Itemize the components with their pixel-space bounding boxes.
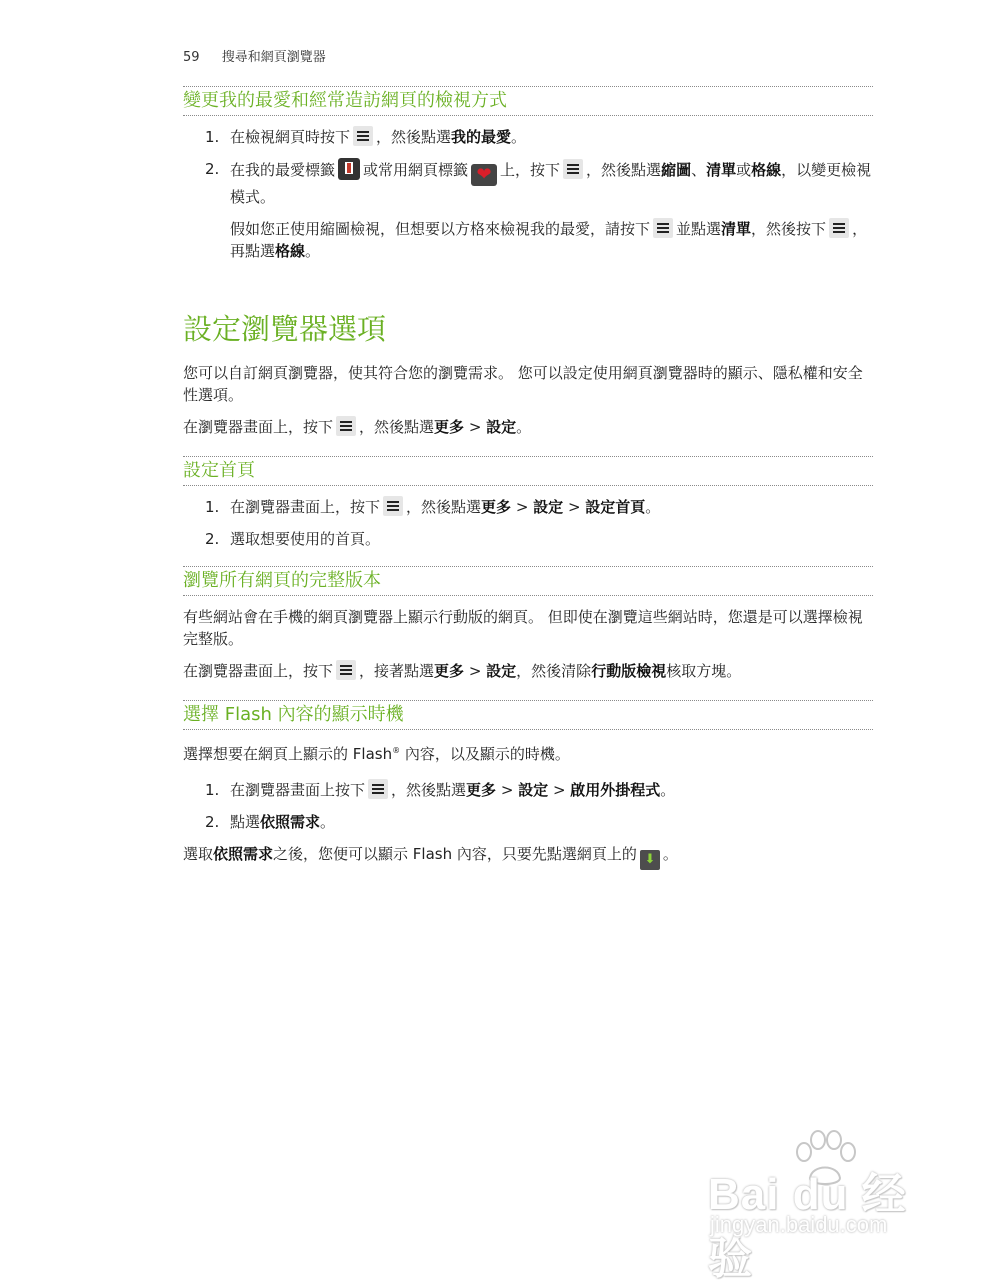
note-paragraph	[183, 218, 873, 262]
step-keyword: 清單	[706, 161, 737, 179]
step-text: 。	[660, 781, 676, 799]
note-keyword: 格線	[275, 242, 306, 260]
page-number: 59	[183, 50, 200, 65]
steps-home	[183, 496, 873, 550]
step-item	[183, 811, 873, 833]
section-heading-view: 變更我的最愛和經常造訪網頁的檢視方式	[183, 86, 873, 116]
steps-flash	[183, 779, 873, 833]
registered-mark: ®	[392, 746, 401, 755]
page-header	[183, 46, 326, 65]
step-text: ，然後點選	[391, 781, 467, 799]
step-text: >	[496, 781, 519, 799]
step-text: >	[548, 781, 571, 799]
instruction-keyword: 行動版檢視	[591, 662, 667, 680]
menu-icon	[653, 218, 673, 238]
step-text: ，然後點選	[406, 498, 482, 516]
note-text: 假如您正使用縮圖檢視，但想要以方格來檢視我的最愛，請按下	[230, 220, 651, 238]
note-text: 並點選	[676, 220, 722, 238]
step-text: >	[563, 498, 586, 516]
step-keyword: 設定	[533, 498, 564, 516]
outro-paragraph	[183, 843, 873, 870]
instruction-keyword: 設定	[486, 662, 517, 680]
bookmark-icon	[338, 158, 360, 180]
menu-icon	[353, 126, 373, 146]
instruction-text: 核取方塊。	[666, 662, 742, 680]
instruction-text: 在瀏覽器畫面上，按下	[183, 418, 334, 436]
flash-download-icon: ⬇	[640, 850, 660, 870]
instruction-keyword: 更多	[434, 418, 465, 436]
step-number: 2.	[205, 160, 220, 178]
instruction-text: ，然後點選	[359, 418, 435, 436]
step-keyword: 更多	[481, 498, 512, 516]
instruction-paragraph	[183, 660, 873, 682]
step-text: 點選	[230, 813, 261, 831]
step-keyword: 啟用外掛程式	[570, 781, 661, 799]
note-text: 。	[305, 242, 321, 260]
step-keyword: 更多	[466, 781, 497, 799]
step-item	[183, 779, 873, 801]
step-number: 1.	[205, 128, 220, 146]
instruction-text: 。	[516, 418, 532, 436]
instruction-text: 在瀏覽器畫面上，按下	[183, 662, 334, 680]
note-text: ，再點選	[230, 220, 868, 260]
intro-text: 選擇想要在網頁上顯示的 Flash	[183, 745, 393, 763]
step-text: 選取想要使用的首頁。	[230, 530, 381, 548]
step-keyword: 格線	[751, 161, 782, 179]
menu-icon	[336, 416, 356, 436]
step-keyword: 我的最愛	[451, 128, 512, 146]
instruction-text: ，然後清除	[516, 662, 592, 680]
section-heading-home: 設定首頁	[183, 456, 873, 486]
outro-text: 選取	[183, 845, 214, 863]
instruction-text: >	[464, 662, 487, 680]
step-text: 在瀏覽器畫面上按下	[230, 781, 366, 799]
instruction-keyword: 設定	[486, 418, 517, 436]
section-heading-flash: 選擇 Flash 內容的顯示時機	[183, 700, 873, 730]
step-text: 在瀏覽器畫面上，按下	[230, 498, 381, 516]
outro-text: 。	[662, 845, 678, 863]
step-number: 1.	[205, 781, 220, 799]
step-item	[183, 528, 873, 550]
step-text: 在檢視網頁時按下	[230, 128, 351, 146]
step-text: 。	[320, 813, 336, 831]
intro-paragraph	[183, 740, 873, 765]
outro-keyword: 依照需求	[213, 845, 274, 863]
step-text: >	[511, 498, 534, 516]
menu-icon	[368, 779, 388, 799]
steps-view	[183, 126, 873, 208]
instruction-paragraph	[183, 416, 873, 438]
step-number: 2.	[205, 813, 220, 831]
menu-icon	[563, 159, 583, 179]
intro-paragraph: 您可以自訂網頁瀏覽器，使其符合您的瀏覽需求。 您可以設定使用網頁瀏覽器時的顯示、隱私權和安全性選項。	[183, 364, 863, 404]
watermark-logo-text: Bai du 经验	[708, 1170, 907, 1283]
step-text: 或	[736, 161, 752, 179]
step-item	[183, 126, 873, 148]
step-number: 2.	[205, 530, 220, 548]
step-text: 或常用網頁標籤	[363, 161, 469, 179]
step-text: 在我的最愛標籤	[230, 161, 336, 179]
step-text: 上，按下	[500, 161, 561, 179]
step-keyword: 設定首頁	[585, 498, 646, 516]
intro-text: 內容，以及顯示的時機。	[400, 745, 570, 763]
instruction-keyword: 更多	[434, 662, 465, 680]
step-text: ，然後點選	[376, 128, 452, 146]
instruction-text: ，接著點選	[359, 662, 435, 680]
step-keyword: 設定	[518, 781, 549, 799]
step-text: 。	[645, 498, 661, 516]
heart-icon: ❤	[471, 164, 497, 186]
intro-paragraph: 有些網站會在手機的網頁瀏覽器上顯示行動版的網頁。 但即使在瀏覽這些網站時，您還是可以選擇檢視完整版。	[183, 608, 863, 648]
watermark-url: jingyan.baidu.com	[710, 1212, 888, 1237]
menu-icon	[829, 218, 849, 238]
page-title: 設定瀏覽器選項	[183, 312, 387, 346]
step-text: 、	[691, 161, 707, 179]
chapter-title: 搜尋和網頁瀏覽器	[221, 50, 326, 65]
step-keyword: 縮圖	[661, 161, 692, 179]
step-item	[183, 158, 873, 208]
step-text: 。	[511, 128, 527, 146]
step-keyword: 依照需求	[260, 813, 321, 831]
outro-text: 之後，您便可以顯示 Flash 內容，只要先點選網頁上的	[273, 845, 637, 863]
instruction-text: >	[464, 418, 487, 436]
note-keyword: 清單	[721, 220, 752, 238]
menu-icon	[383, 496, 403, 516]
section-heading-full: 瀏覽所有網頁的完整版本	[183, 566, 873, 596]
step-number: 1.	[205, 498, 220, 516]
note-text: ，然後按下	[751, 220, 827, 238]
watermark	[700, 1130, 940, 1283]
step-item	[183, 496, 873, 518]
step-text: ，以變更檢視模式。	[230, 161, 872, 206]
step-text: ，然後點選	[586, 161, 662, 179]
menu-icon	[336, 660, 356, 680]
page-content	[183, 86, 873, 880]
